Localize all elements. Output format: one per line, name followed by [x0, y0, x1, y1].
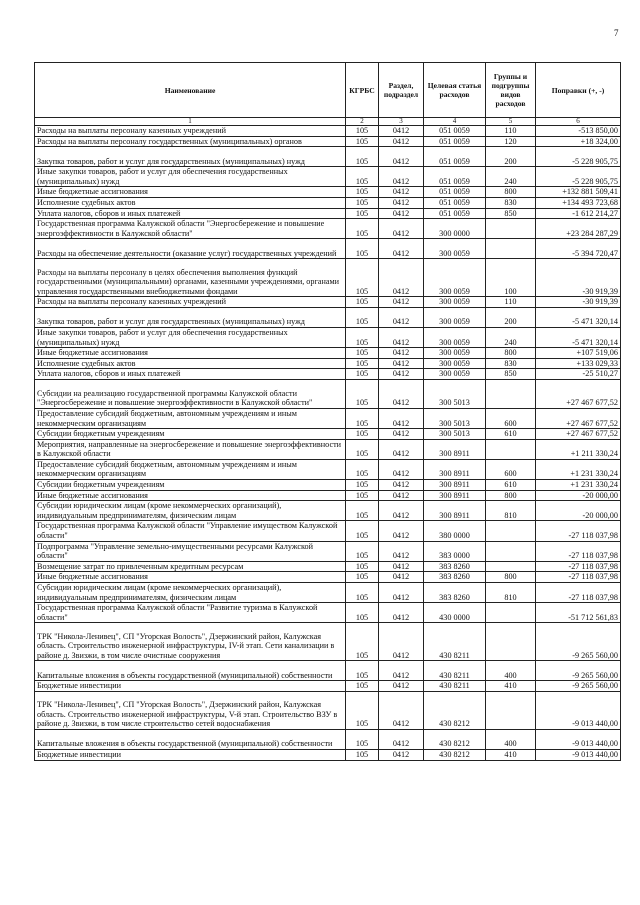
row-kgrbs-cell: 105	[346, 490, 379, 501]
row-target-article-cell: 051 0059	[424, 147, 486, 167]
row-name-cell: Бюджетные инвестиции	[35, 681, 346, 692]
row-name-cell: Расходы на выплаты персоналу казенных учреждений	[35, 126, 346, 137]
row-target-article-cell: 300 8911	[424, 490, 486, 501]
page-number: 7	[614, 28, 619, 38]
row-section-cell: 0412	[379, 521, 424, 541]
row-target-article-cell: 051 0059	[424, 187, 486, 198]
row-section-cell: 0412	[379, 501, 424, 521]
row-name-cell: Расходы на выплаты персоналу в целях обеспечения выполнения функций государственными (муниципальными) органами, казенными учреждениями, органами управления государственными внебюджетными фондами	[35, 259, 346, 297]
row-kgrbs-cell: 105	[346, 521, 379, 541]
table-row	[35, 572, 621, 583]
row-name-cell: Иные бюджетные ассигнования	[35, 572, 346, 583]
table-row	[35, 239, 621, 259]
row-section-cell: 0412	[379, 749, 424, 760]
row-kgrbs-cell: 105	[346, 208, 379, 219]
row-amendment-cell: -27 118 037,98	[536, 561, 621, 572]
row-name-cell: Субсидии бюджетным учреждениям	[35, 429, 346, 440]
row-amendment-cell: +27 467 677,52	[536, 379, 621, 408]
row-target-article-cell: 300 5013	[424, 408, 486, 428]
row-target-article-cell: 300 0059	[424, 348, 486, 359]
row-name-cell: Субсидии юридическим лицам (кроме некоммерческих организаций), индивидуальным предпринимателям, физическим лицам	[35, 501, 346, 521]
row-expense-group-cell	[486, 561, 536, 572]
row-kgrbs-cell: 105	[346, 661, 379, 681]
table-row	[35, 439, 621, 459]
row-target-article-cell: 430 8212	[424, 691, 486, 729]
row-section-cell: 0412	[379, 408, 424, 428]
row-name-cell: Государственная программа Калужской области "Энергосбережение и повышение энергоэффективности в Калужской области"	[35, 219, 346, 239]
row-target-article-cell: 300 0000	[424, 219, 486, 239]
table-row	[35, 661, 621, 681]
row-target-article-cell: 300 8911	[424, 480, 486, 491]
row-expense-group-cell	[486, 541, 536, 561]
row-expense-group-cell: 410	[486, 749, 536, 760]
row-amendment-cell: +1 211 330,24	[536, 439, 621, 459]
row-expense-group-cell: 240	[486, 167, 536, 187]
table-row	[35, 408, 621, 428]
row-amendment-cell: -27 118 037,98	[536, 521, 621, 541]
row-expense-group-cell	[486, 691, 536, 729]
row-target-article-cell: 383 8260	[424, 572, 486, 583]
row-kgrbs-cell: 105	[346, 197, 379, 208]
row-name-cell: Предоставление субсидий бюджетным, автономным учреждениям и иным некоммерческим организациям	[35, 459, 346, 479]
row-kgrbs-cell: 105	[346, 369, 379, 380]
row-amendment-cell: +107 519,06	[536, 348, 621, 359]
row-expense-group-cell: 410	[486, 681, 536, 692]
header-expense-group: Группы и подгруппы видов расходов	[486, 63, 536, 118]
row-expense-group-cell: 110	[486, 297, 536, 308]
table-row	[35, 259, 621, 297]
row-expense-group-cell: 610	[486, 480, 536, 491]
row-target-article-cell: 051 0059	[424, 136, 486, 147]
table-row	[35, 691, 621, 729]
row-amendment-cell: +132 881 509,41	[536, 187, 621, 198]
row-name-cell: Иные закупки товаров, работ и услуг для обеспечения государственных (муниципальных) нужд	[35, 167, 346, 187]
row-section-cell: 0412	[379, 603, 424, 623]
row-amendment-cell: +1 231 330,24	[536, 480, 621, 491]
row-kgrbs-cell: 105	[346, 307, 379, 327]
row-target-article-cell: 051 0059	[424, 167, 486, 187]
row-name-cell: Исполнение судебных актов	[35, 358, 346, 369]
row-amendment-cell: +134 493 723,68	[536, 197, 621, 208]
row-expense-group-cell	[486, 239, 536, 259]
table-row	[35, 623, 621, 661]
row-name-cell: Уплата налогов, сборов и иных платежей	[35, 369, 346, 380]
row-name-cell: Уплата налогов, сборов и иных платежей	[35, 208, 346, 219]
row-name-cell: Бюджетные инвестиции	[35, 749, 346, 760]
row-amendment-cell: -5 228 905,75	[536, 147, 621, 167]
row-section-cell: 0412	[379, 369, 424, 380]
column-number: 1	[35, 118, 346, 126]
row-target-article-cell: 300 5013	[424, 379, 486, 408]
row-amendment-cell: +18 324,00	[536, 136, 621, 147]
row-kgrbs-cell: 105	[346, 459, 379, 479]
row-name-cell: Субсидии юридическим лицам (кроме некоммерческих организаций), индивидуальным предпринимателям, физическим лицам	[35, 583, 346, 603]
row-target-article-cell: 383 8260	[424, 583, 486, 603]
row-expense-group-cell: 850	[486, 208, 536, 219]
table-row	[35, 197, 621, 208]
row-expense-group-cell: 600	[486, 408, 536, 428]
row-section-cell: 0412	[379, 167, 424, 187]
row-section-cell: 0412	[379, 379, 424, 408]
budget-amendments-table	[34, 62, 621, 761]
row-expense-group-cell: 400	[486, 729, 536, 749]
row-kgrbs-cell: 105	[346, 167, 379, 187]
row-name-cell: ТРК "Никола-Ленивец", СП "Угорская Волость", Дзержинский район, Калужская область. Строительство инженерной инфраструктуры, V-й этап. Строительство ВЗУ в районе д. Звизжи, в том числе строительство сетей водоснабжения	[35, 691, 346, 729]
row-name-cell: Возмещение затрат по привлеченным кредитным ресурсам	[35, 561, 346, 572]
row-kgrbs-cell: 105	[346, 480, 379, 491]
row-amendment-cell: +23 284 287,29	[536, 219, 621, 239]
row-kgrbs-cell: 105	[346, 348, 379, 359]
row-name-cell: Расходы на выплаты персоналу казенных учреждений	[35, 297, 346, 308]
row-amendment-cell: -513 850,00	[536, 126, 621, 137]
row-section-cell: 0412	[379, 358, 424, 369]
table-row	[35, 167, 621, 187]
row-section-cell: 0412	[379, 459, 424, 479]
row-name-cell: Иные закупки товаров, работ и услуг для обеспечения государственных (муниципальных) нужд	[35, 327, 346, 347]
header-target-article: Целевая статья расходов	[424, 63, 486, 118]
row-kgrbs-cell: 105	[346, 147, 379, 167]
row-amendment-cell: -9 013 440,00	[536, 749, 621, 760]
table-row	[35, 348, 621, 359]
column-number: 3	[379, 118, 424, 126]
row-kgrbs-cell: 105	[346, 239, 379, 259]
row-expense-group-cell: 200	[486, 307, 536, 327]
table-row	[35, 603, 621, 623]
row-target-article-cell: 430 8211	[424, 661, 486, 681]
row-amendment-cell: +27 467 677,52	[536, 429, 621, 440]
row-expense-group-cell	[486, 219, 536, 239]
row-kgrbs-cell: 105	[346, 729, 379, 749]
row-expense-group-cell	[486, 521, 536, 541]
table-row	[35, 307, 621, 327]
row-expense-group-cell: 200	[486, 147, 536, 167]
row-expense-group-cell: 610	[486, 429, 536, 440]
row-section-cell: 0412	[379, 623, 424, 661]
row-target-article-cell: 300 5013	[424, 429, 486, 440]
table-row	[35, 208, 621, 219]
header-name: Наименование	[35, 63, 346, 118]
row-section-cell: 0412	[379, 219, 424, 239]
row-kgrbs-cell: 105	[346, 691, 379, 729]
row-section-cell: 0412	[379, 297, 424, 308]
row-amendment-cell: -9 265 560,00	[536, 661, 621, 681]
row-amendment-cell: -27 118 037,98	[536, 583, 621, 603]
row-amendment-cell: -9 013 440,00	[536, 729, 621, 749]
row-kgrbs-cell: 105	[346, 583, 379, 603]
row-amendment-cell: +1 231 330,24	[536, 459, 621, 479]
row-section-cell: 0412	[379, 239, 424, 259]
table-row	[35, 187, 621, 198]
row-target-article-cell: 430 0000	[424, 603, 486, 623]
table-row	[35, 681, 621, 692]
row-expense-group-cell: 810	[486, 501, 536, 521]
column-number-row	[35, 118, 621, 126]
row-name-cell: Расходы на обеспечение деятельности (оказание услуг) государственных учреждений	[35, 239, 346, 259]
row-amendment-cell: -20 000,00	[536, 490, 621, 501]
row-amendment-cell: +27 467 677,52	[536, 408, 621, 428]
row-target-article-cell: 430 8212	[424, 729, 486, 749]
row-expense-group-cell	[486, 379, 536, 408]
row-expense-group-cell: 600	[486, 459, 536, 479]
row-amendment-cell: -5 471 320,14	[536, 307, 621, 327]
table-row	[35, 459, 621, 479]
table-row	[35, 126, 621, 137]
row-amendment-cell: +133 029,33	[536, 358, 621, 369]
column-number: 2	[346, 118, 379, 126]
row-kgrbs-cell: 105	[346, 623, 379, 661]
header-section: Раздел, подраздел	[379, 63, 424, 118]
row-kgrbs-cell: 105	[346, 501, 379, 521]
row-amendment-cell: -30 919,39	[536, 297, 621, 308]
row-amendment-cell: -20 000,00	[536, 501, 621, 521]
row-name-cell: ТРК "Никола-Ленивец", СП "Угорская Волость", Дзержинский район, Калужская область. Строительство инженерной инфраструктуры, IV-й этап. Сети канализации в районе д. Звизжи, в том числе очистные сооружения	[35, 623, 346, 661]
row-target-article-cell: 051 0059	[424, 126, 486, 137]
row-section-cell: 0412	[379, 126, 424, 137]
row-amendment-cell: -9 265 560,00	[536, 681, 621, 692]
row-section-cell: 0412	[379, 572, 424, 583]
row-target-article-cell: 383 0000	[424, 541, 486, 561]
table-header-row	[35, 63, 621, 118]
row-target-article-cell: 430 8211	[424, 623, 486, 661]
row-section-cell: 0412	[379, 429, 424, 440]
row-amendment-cell: -51 712 561,83	[536, 603, 621, 623]
row-kgrbs-cell: 105	[346, 187, 379, 198]
table-row	[35, 147, 621, 167]
row-section-cell: 0412	[379, 208, 424, 219]
row-target-article-cell: 300 0059	[424, 307, 486, 327]
row-expense-group-cell: 800	[486, 572, 536, 583]
row-target-article-cell: 051 0059	[424, 208, 486, 219]
row-name-cell: Капитальные вложения в объекты государственной (муниципальной) собственности	[35, 729, 346, 749]
row-section-cell: 0412	[379, 197, 424, 208]
row-target-article-cell: 380 0000	[424, 521, 486, 541]
row-section-cell: 0412	[379, 439, 424, 459]
row-name-cell: Закупка товаров, работ и услуг для государственных (муниципальных) нужд	[35, 147, 346, 167]
row-amendment-cell: -5 394 720,47	[536, 239, 621, 259]
row-kgrbs-cell: 105	[346, 572, 379, 583]
column-number: 4	[424, 118, 486, 126]
row-name-cell: Мероприятия, направленные на энергосбережение и повышение энергоэффективности в Калужской области	[35, 439, 346, 459]
row-expense-group-cell	[486, 603, 536, 623]
row-target-article-cell: 051 0059	[424, 197, 486, 208]
row-amendment-cell: -5 471 320,14	[536, 327, 621, 347]
row-section-cell: 0412	[379, 147, 424, 167]
row-target-article-cell: 300 8911	[424, 439, 486, 459]
row-expense-group-cell: 850	[486, 369, 536, 380]
row-target-article-cell: 300 0059	[424, 369, 486, 380]
table-row	[35, 327, 621, 347]
row-amendment-cell: -27 118 037,98	[536, 541, 621, 561]
row-target-article-cell: 383 8260	[424, 561, 486, 572]
row-expense-group-cell: 100	[486, 259, 536, 297]
row-amendment-cell: -30 919,39	[536, 259, 621, 297]
row-section-cell: 0412	[379, 490, 424, 501]
row-name-cell: Подпрограмма "Управление земельно-имущественными ресурсами Калужской области"	[35, 541, 346, 561]
row-target-article-cell: 300 0059	[424, 259, 486, 297]
column-number: 5	[486, 118, 536, 126]
row-name-cell: Иные бюджетные ассигнования	[35, 348, 346, 359]
row-kgrbs-cell: 105	[346, 126, 379, 137]
row-target-article-cell: 300 8911	[424, 459, 486, 479]
row-name-cell: Государственная программа Калужской области "Управление имуществом Калужской области"	[35, 521, 346, 541]
row-name-cell: Закупка товаров, работ и услуг для государственных (муниципальных) нужд	[35, 307, 346, 327]
row-name-cell: Субсидии бюджетным учреждениям	[35, 480, 346, 491]
row-target-article-cell: 300 0059	[424, 297, 486, 308]
row-section-cell: 0412	[379, 480, 424, 491]
header-kgrbs: КГРБС	[346, 63, 379, 118]
table-row	[35, 136, 621, 147]
table-row	[35, 429, 621, 440]
row-kgrbs-cell: 105	[346, 327, 379, 347]
table-row	[35, 521, 621, 541]
row-name-cell: Капитальные вложения в объекты государственной (муниципальной) собственности	[35, 661, 346, 681]
row-section-cell: 0412	[379, 327, 424, 347]
row-kgrbs-cell: 105	[346, 259, 379, 297]
row-amendment-cell: -5 228 905,75	[536, 167, 621, 187]
table-row	[35, 379, 621, 408]
table-row	[35, 297, 621, 308]
row-section-cell: 0412	[379, 348, 424, 359]
row-kgrbs-cell: 105	[346, 219, 379, 239]
header-amendment: Поправки (+, -)	[536, 63, 621, 118]
row-amendment-cell: -25 510,27	[536, 369, 621, 380]
row-section-cell: 0412	[379, 681, 424, 692]
table-row	[35, 369, 621, 380]
row-kgrbs-cell: 105	[346, 561, 379, 572]
row-kgrbs-cell: 105	[346, 379, 379, 408]
row-section-cell: 0412	[379, 661, 424, 681]
row-section-cell: 0412	[379, 691, 424, 729]
row-expense-group-cell: 800	[486, 348, 536, 359]
row-name-cell: Иные бюджетные ассигнования	[35, 187, 346, 198]
row-section-cell: 0412	[379, 541, 424, 561]
row-kgrbs-cell: 105	[346, 429, 379, 440]
row-amendment-cell: -1 612 214,27	[536, 208, 621, 219]
row-kgrbs-cell: 105	[346, 541, 379, 561]
table-row	[35, 561, 621, 572]
row-kgrbs-cell: 105	[346, 749, 379, 760]
row-expense-group-cell: 830	[486, 358, 536, 369]
row-expense-group-cell: 110	[486, 126, 536, 137]
row-target-article-cell: 430 8211	[424, 681, 486, 692]
row-expense-group-cell: 240	[486, 327, 536, 347]
row-name-cell: Государственная программа Калужской области "Развитие туризма в Калужской области"	[35, 603, 346, 623]
row-name-cell: Исполнение судебных актов	[35, 197, 346, 208]
row-expense-group-cell: 800	[486, 490, 536, 501]
row-expense-group-cell: 400	[486, 661, 536, 681]
row-section-cell: 0412	[379, 729, 424, 749]
row-section-cell: 0412	[379, 136, 424, 147]
column-number: 6	[536, 118, 621, 126]
table-row	[35, 729, 621, 749]
row-section-cell: 0412	[379, 187, 424, 198]
table-row	[35, 219, 621, 239]
row-kgrbs-cell: 105	[346, 603, 379, 623]
row-amendment-cell: -27 118 037,98	[536, 572, 621, 583]
table-row	[35, 490, 621, 501]
row-target-article-cell: 300 8911	[424, 501, 486, 521]
row-kgrbs-cell: 105	[346, 136, 379, 147]
row-expense-group-cell	[486, 623, 536, 661]
table-body	[35, 126, 621, 761]
row-kgrbs-cell: 105	[346, 358, 379, 369]
table-row	[35, 358, 621, 369]
table-row	[35, 480, 621, 491]
row-expense-group-cell: 120	[486, 136, 536, 147]
table-row	[35, 749, 621, 760]
row-expense-group-cell: 810	[486, 583, 536, 603]
row-expense-group-cell: 800	[486, 187, 536, 198]
table-row	[35, 583, 621, 603]
row-section-cell: 0412	[379, 583, 424, 603]
row-section-cell: 0412	[379, 259, 424, 297]
table-row	[35, 541, 621, 561]
row-name-cell: Иные бюджетные ассигнования	[35, 490, 346, 501]
row-target-article-cell: 300 0059	[424, 239, 486, 259]
row-kgrbs-cell: 105	[346, 408, 379, 428]
table-row	[35, 501, 621, 521]
row-target-article-cell: 300 0059	[424, 327, 486, 347]
row-amendment-cell: -9 013 440,00	[536, 691, 621, 729]
row-section-cell: 0412	[379, 561, 424, 572]
row-amendment-cell: -9 265 560,00	[536, 623, 621, 661]
row-kgrbs-cell: 105	[346, 297, 379, 308]
row-expense-group-cell	[486, 439, 536, 459]
row-name-cell: Предоставление субсидий бюджетным, автономным учреждениям и иным некоммерческим организациям	[35, 408, 346, 428]
row-name-cell: Расходы на выплаты персоналу государственных (муниципальных) органов	[35, 136, 346, 147]
row-name-cell: Субсидии на реализацию государственной программы Калужской области "Энергосбережение и повышение энергоэффективности в Калужской области"	[35, 379, 346, 408]
row-expense-group-cell: 830	[486, 197, 536, 208]
row-target-article-cell: 430 8212	[424, 749, 486, 760]
row-target-article-cell: 300 0059	[424, 358, 486, 369]
row-kgrbs-cell: 105	[346, 681, 379, 692]
row-section-cell: 0412	[379, 307, 424, 327]
row-kgrbs-cell: 105	[346, 439, 379, 459]
